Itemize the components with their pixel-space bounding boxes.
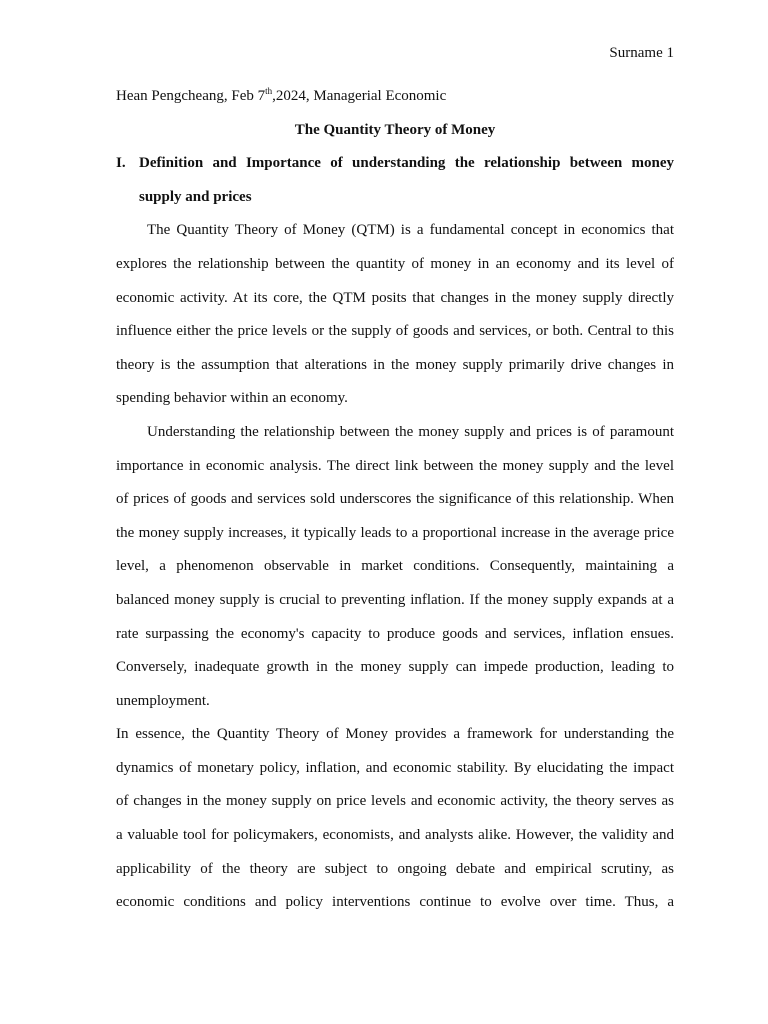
- paragraph-line: explores the relationship between the quantity of money in an economy and its level of: [116, 255, 674, 272]
- paragraph-line: applicability of the theory are subject to ongoing debate and empirical scrutiny, as: [116, 860, 674, 877]
- section-heading-line: supply and prices: [139, 188, 252, 205]
- paragraph-line: In essence, the Quantity Theory of Money provides a framework for understanding the: [116, 726, 674, 743]
- paragraph-line: influence either the price levels or the supply of goods and services, or both. Central to this: [116, 323, 674, 340]
- section-heading: [116, 147, 674, 214]
- byline: [116, 80, 674, 114]
- paragraph-line: spending behavior within an economy.: [116, 390, 348, 407]
- byline-text-end: ,2024, Managerial Economic: [272, 88, 447, 104]
- paragraph-line: the money supply increases, it typically leads to a proportional increase in the average price: [116, 524, 674, 541]
- document-title: The Quantity Theory of Money: [294, 121, 496, 138]
- paragraph-line: The Quantity Theory of Money (QTM) is a fundamental concept in economics that: [147, 222, 674, 239]
- paragraph-line: unemployment.: [116, 692, 210, 709]
- running-head: Surname 1: [609, 45, 674, 61]
- paragraph: [116, 214, 674, 416]
- paragraph-line: level, a phenomenon observable in market conditions. Consequently, maintaining a: [116, 558, 674, 575]
- paragraph-line: a valuable tool for policymakers, economists, and analysts alike. However, the validity and: [116, 827, 674, 844]
- paragraph-line: economic activity. At its core, the QTM posits that changes in the money supply directly: [116, 289, 674, 306]
- paragraphs: [116, 214, 674, 919]
- paragraph-line: dynamics of monetary policy, inflation, and economic stability. By elucidating the impact: [116, 759, 674, 776]
- paragraph: [116, 416, 674, 718]
- paragraph-line: rate surpassing the economy's capacity to produce goods and services, inflation ensues.: [116, 625, 674, 642]
- paragraph-line: of changes in the money supply on price levels and economic activity, the theory serves as: [116, 793, 674, 810]
- paragraph-line: theory is the assumption that alterations in the money supply primarily drive changes in: [116, 356, 674, 373]
- byline-text: Hean Pengcheang, Feb 7: [116, 88, 266, 104]
- section-number: I.: [116, 155, 126, 172]
- paragraph-line: Understanding the relationship between the money supply and prices is of paramount: [147, 423, 674, 440]
- document-body: [116, 80, 674, 920]
- paragraph-line: of prices of goods and services sold underscores the significance of this relationship. When: [116, 491, 674, 508]
- byline-superscript: th: [265, 86, 273, 96]
- paragraph-line: balanced money supply is crucial to preventing inflation. If the money supply expands at a: [116, 591, 674, 608]
- section-heading-line: Definition and Importance of understanding the relationship between money: [139, 155, 674, 172]
- paragraph: [116, 718, 674, 920]
- paragraph-line: economic conditions and policy interventions continue to evolve over time. Thus, a: [116, 894, 674, 911]
- paragraph-line: importance in economic analysis. The direct link between the money supply and the level: [116, 457, 674, 474]
- paragraph-line: Conversely, inadequate growth in the money supply can impede production, leading to: [116, 659, 674, 676]
